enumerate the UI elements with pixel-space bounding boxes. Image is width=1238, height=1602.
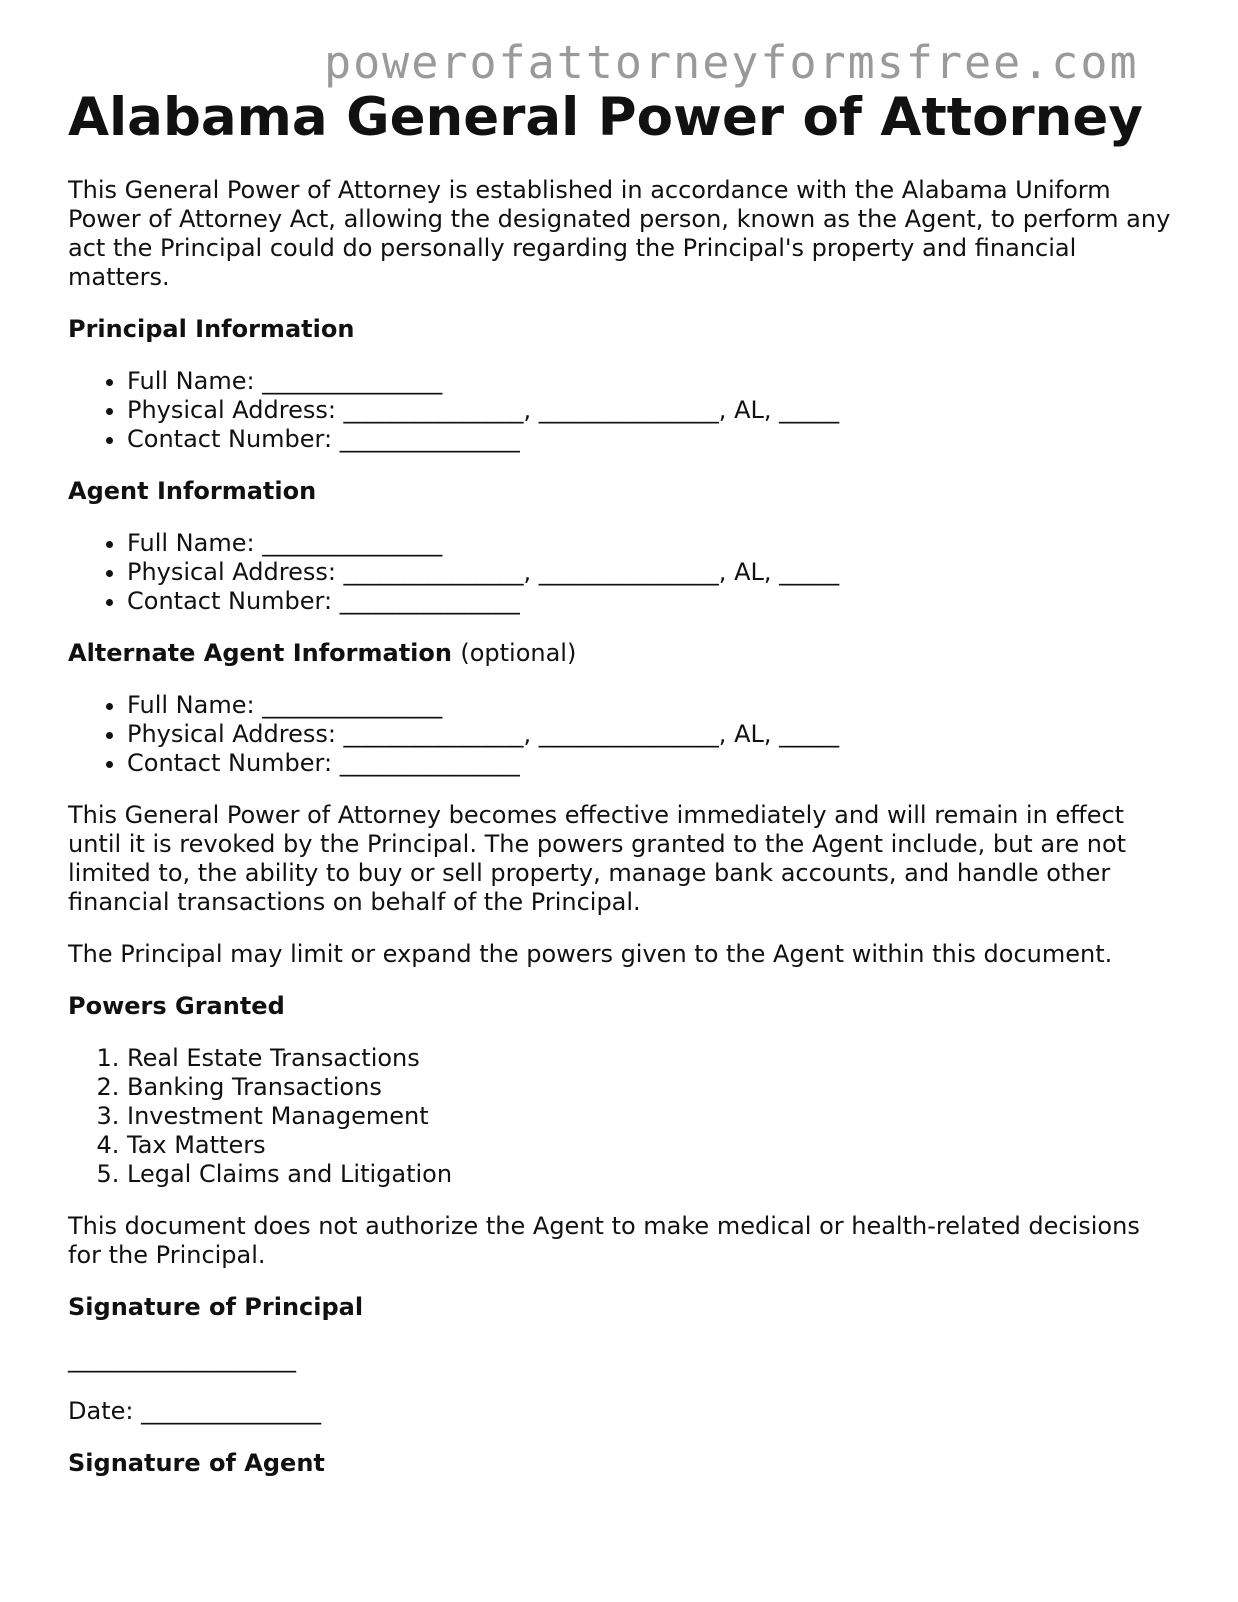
agent-fields-list — [68, 529, 1178, 616]
alternate-agent-heading — [68, 639, 1178, 668]
alternate-agent-full-name-field[interactable]: • Full Name: _______________ — [127, 691, 1178, 720]
effective-paragraph: This General Power of Attorney becomes effective immediately and will remain in effect until it is revoked by the Principal. The powers granted to the Agent include, but are not limited to, the ability to buy or sell property, manage bank accounts, and handle other financial transactions on behalf of the Principal. — [68, 801, 1127, 916]
alternate-agent-address-field[interactable]: • Physical Address: _______________, _______________, AL, _____ — [127, 720, 1178, 749]
document-title: Alabama General Power of Attorney — [68, 87, 1143, 148]
agent-heading: Agent Information — [68, 477, 317, 505]
power-item: 5. Legal Claims and Litigation — [127, 1160, 1178, 1189]
principal-full-name-field[interactable]: • Full Name: _______________ — [127, 367, 1178, 396]
power-item: 2. Banking Transactions — [127, 1073, 1178, 1102]
agent-contact-field[interactable]: • Contact Number: _______________ — [127, 587, 1178, 616]
agent-address-field[interactable]: • Physical Address: _______________, _______________, AL, _____ — [127, 558, 1178, 587]
site-watermark: powerofattorneyformsfree.com — [324, 36, 1139, 89]
optional-note: (optional) — [460, 639, 577, 667]
signature-agent-heading: Signature of Agent — [68, 1449, 325, 1477]
principal-heading: Principal Information — [68, 315, 355, 343]
power-item: 1. Real Estate Transactions — [127, 1044, 1178, 1073]
principal-fields-list — [68, 367, 1178, 454]
signature-principal-heading: Signature of Principal — [68, 1293, 364, 1321]
document-body — [68, 88, 1178, 1478]
alternate-agent-contact-field[interactable]: • Contact Number: _______________ — [127, 749, 1178, 778]
agent-full-name-field[interactable]: • Full Name: _______________ — [127, 529, 1178, 558]
principal-contact-field[interactable]: • Contact Number: _______________ — [127, 425, 1178, 454]
powers-list — [68, 1044, 1178, 1189]
power-item: 4. Tax Matters — [127, 1131, 1178, 1160]
limit-paragraph: The Principal may limit or expand the powers given to the Agent within this document. — [68, 940, 1113, 968]
intro-paragraph: This General Power of Attorney is established in accordance with the Alabama Uniform Power of Attorney Act, allowing the designated person, known as the Agent, to perform any act the Principal could do personally regarding the Principal's property and financial matters. — [68, 176, 1171, 291]
principal-address-field[interactable]: • Physical Address: _______________, _______________, AL, _____ — [127, 396, 1178, 425]
alternate-agent-fields-list — [68, 691, 1178, 778]
principal-signature-line[interactable]: ___________________ — [68, 1345, 296, 1373]
powers-heading: Powers Granted — [68, 992, 285, 1020]
power-item: 3. Investment Management — [127, 1102, 1178, 1131]
medical-paragraph: This document does not authorize the Agent to make medical or health-related decisions for the Principal. — [68, 1212, 1140, 1269]
principal-date-field[interactable]: Date: _______________ — [68, 1397, 322, 1425]
alternate-agent-heading-text: Alternate Agent Information — [68, 639, 452, 667]
